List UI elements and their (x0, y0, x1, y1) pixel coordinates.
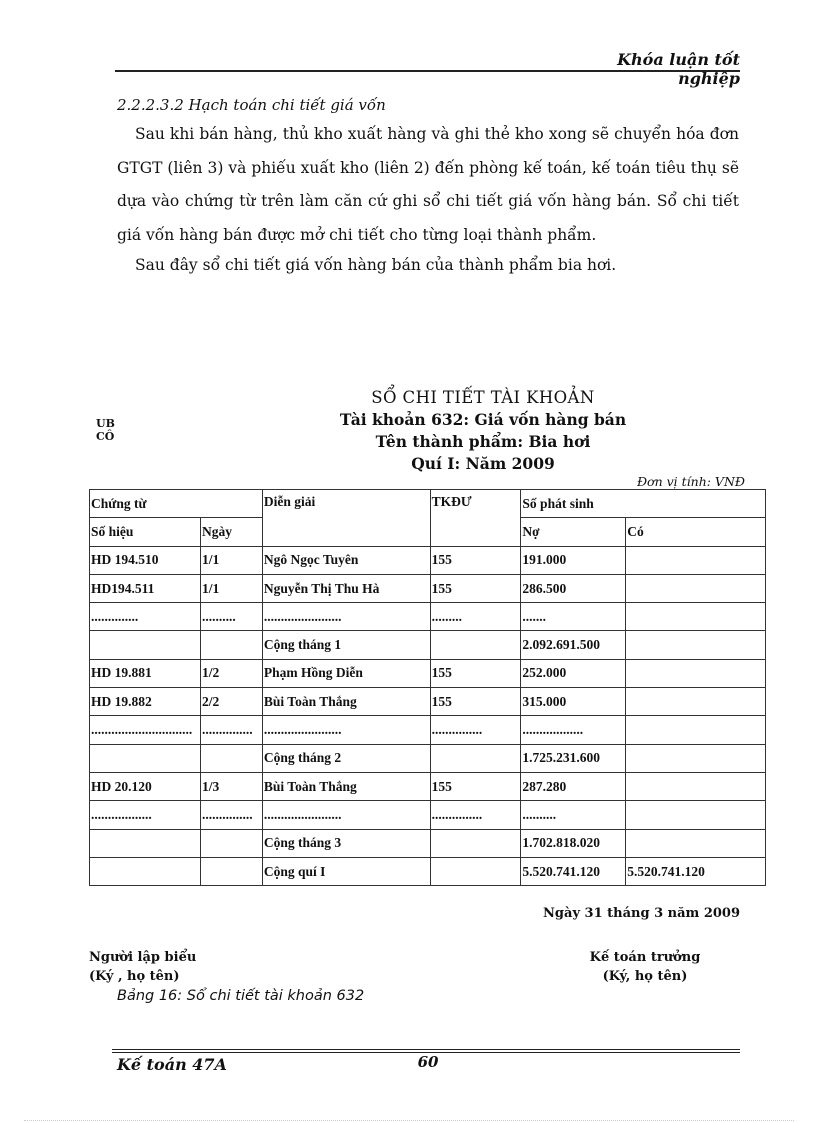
cell-description: Cộng tháng 3 (262, 829, 430, 857)
org-line-2: CÔ (96, 430, 115, 443)
cell-date: .......... (200, 603, 262, 631)
table-row (90, 631, 766, 659)
table-header-row (90, 490, 766, 518)
cell-date: ............... (200, 716, 262, 744)
cell-credit (626, 688, 766, 716)
cell-account: 155 (430, 688, 521, 716)
report-period: Quí I: Năm 2009 (411, 454, 555, 473)
cell-account: ......... (430, 603, 521, 631)
table-row (90, 659, 766, 687)
cell-credit: 5.520.741.120 (626, 857, 766, 885)
header-debit: Nợ (521, 518, 626, 546)
cell-number (90, 744, 201, 772)
report-product: Tên thành phẩm: Bia hơi (375, 432, 591, 451)
cell-number: HD 19.882 (90, 688, 201, 716)
cell-credit (626, 574, 766, 602)
table-row (90, 688, 766, 716)
cell-credit (626, 829, 766, 857)
cell-debit: 191.000 (521, 546, 626, 574)
cell-credit (626, 546, 766, 574)
cell-account: ............... (430, 801, 521, 829)
page-bottom-edge (24, 1120, 794, 1121)
header-account: TKĐƯ (430, 490, 521, 547)
cell-account (430, 744, 521, 772)
chief-accountant-signature-note: (Ký, họ tên) (602, 969, 688, 984)
cell-debit: 2.092.691.500 (521, 631, 626, 659)
header-voucher: Chứng từ (90, 490, 263, 518)
cell-number (90, 857, 201, 885)
table-row (90, 829, 766, 857)
cell-credit (626, 801, 766, 829)
cell-date: 1/1 (200, 546, 262, 574)
cell-number: .............. (90, 603, 201, 631)
header-divider (115, 70, 740, 72)
cell-debit: 5.520.741.120 (521, 857, 626, 885)
cell-description: Ngô Ngọc Tuyên (262, 546, 430, 574)
cell-description: ....................... (262, 801, 430, 829)
cell-account: 155 (430, 772, 521, 800)
cell-date (200, 829, 262, 857)
header-credit: Có (626, 518, 766, 546)
preparer-title: Người lập biểu (89, 950, 197, 965)
table-row (90, 772, 766, 800)
cell-credit (626, 716, 766, 744)
cell-number: .................. (90, 801, 201, 829)
body-paragraph-2: Sau đây sổ chi tiết giá vốn hàng bán của thành phẩm bia hơi. (135, 256, 617, 274)
cell-debit: 252.000 (521, 659, 626, 687)
cell-date: ............... (200, 801, 262, 829)
header-amount: Số phát sinh (521, 490, 766, 518)
cell-description: Cộng tháng 1 (262, 631, 430, 659)
table-row (90, 716, 766, 744)
table-row (90, 857, 766, 885)
cell-description: Bùi Toàn Thắng (262, 772, 430, 800)
cell-date: 2/2 (200, 688, 262, 716)
chief-accountant-title: Kế toán trưởng (589, 950, 701, 965)
report-title: SỔ CHI TIẾT TÀI KHOẢN (371, 388, 595, 407)
cell-description: ....................... (262, 603, 430, 631)
cell-number: HD 19.881 (90, 659, 201, 687)
org-line-1: UB (96, 417, 115, 430)
table-caption: Bảng 16: Sổ chi tiết tài khoản 632 (117, 988, 365, 1004)
table-row (90, 603, 766, 631)
ledger-table (89, 489, 766, 886)
cell-credit (626, 772, 766, 800)
header-title: Khóa luận tốt nghiệp (617, 50, 740, 88)
preparer-signature-note: (Ký , họ tên) (89, 969, 180, 984)
cell-number: HD 20.120 (90, 772, 201, 800)
cell-account: 155 (430, 574, 521, 602)
cell-account: 155 (430, 546, 521, 574)
cell-date (200, 631, 262, 659)
cell-number (90, 829, 201, 857)
cell-account (430, 857, 521, 885)
body-paragraph-1: Sau khi bán hàng, thủ kho xuất hàng và ghi thẻ kho xong sẽ chuyển hóa đơn GTGT (liên 3) và phiếu xuất kho (liên 2) đến phòng kế toán, kế toán tiêu thụ sẽ dựa vào chứng từ trên làm căn cứ ghi sổ chi tiết giá vốn hàng bán. Sổ chi tiết giá vốn hàng bán được mở chi tiết cho từng loại thành phẩm. (117, 125, 739, 244)
cell-account (430, 631, 521, 659)
cell-date (200, 744, 262, 772)
cell-debit: .................. (521, 716, 626, 744)
cell-credit (626, 659, 766, 687)
cell-debit: ....... (521, 603, 626, 631)
header-description: Diễn giải (262, 490, 430, 547)
cell-debit: 1.702.818.020 (521, 829, 626, 857)
report-date: Ngày 31 tháng 3 năm 2009 (543, 906, 740, 921)
table-row (90, 574, 766, 602)
currency-unit: Đơn vị tính: VNĐ (636, 474, 745, 489)
cell-date: 1/1 (200, 574, 262, 602)
cell-date: 1/2 (200, 659, 262, 687)
cell-debit: 1.725.231.600 (521, 744, 626, 772)
cell-debit: .......... (521, 801, 626, 829)
cell-description: ....................... (262, 716, 430, 744)
section-title: 2.2.2.3.2 Hạch toán chi tiết giá vốn (117, 96, 386, 114)
cell-date: 1/3 (200, 772, 262, 800)
cell-description: Nguyễn Thị Thu Hà (262, 574, 430, 602)
cell-debit: 286.500 (521, 574, 626, 602)
cell-credit (626, 744, 766, 772)
cell-description: Bùi Toàn Thắng (262, 688, 430, 716)
cell-number: HD194.511 (90, 574, 201, 602)
organization-block (96, 417, 115, 443)
cell-number: HD 194.510 (90, 546, 201, 574)
cell-debit: 287.280 (521, 772, 626, 800)
cell-credit (626, 603, 766, 631)
report-account: Tài khoản 632: Giá vốn hàng bán (339, 410, 627, 429)
cell-debit: 315.000 (521, 688, 626, 716)
footer-left-text: Kế toán 47A (117, 1055, 227, 1074)
cell-number (90, 631, 201, 659)
cell-number: .............................. (90, 716, 201, 744)
page-number: 60 (417, 1053, 439, 1071)
table-row (90, 801, 766, 829)
header-number: Số hiệu (90, 518, 201, 546)
footer-divider (112, 1049, 740, 1050)
header-date: Ngày (200, 518, 262, 546)
table-row (90, 744, 766, 772)
cell-date (200, 857, 262, 885)
cell-credit (626, 631, 766, 659)
table-row (90, 546, 766, 574)
cell-description: Phạm Hồng Diễn (262, 659, 430, 687)
cell-account (430, 829, 521, 857)
cell-description: Cộng quí I (262, 857, 430, 885)
cell-description: Cộng tháng 2 (262, 744, 430, 772)
cell-account: 155 (430, 659, 521, 687)
cell-account: ............... (430, 716, 521, 744)
